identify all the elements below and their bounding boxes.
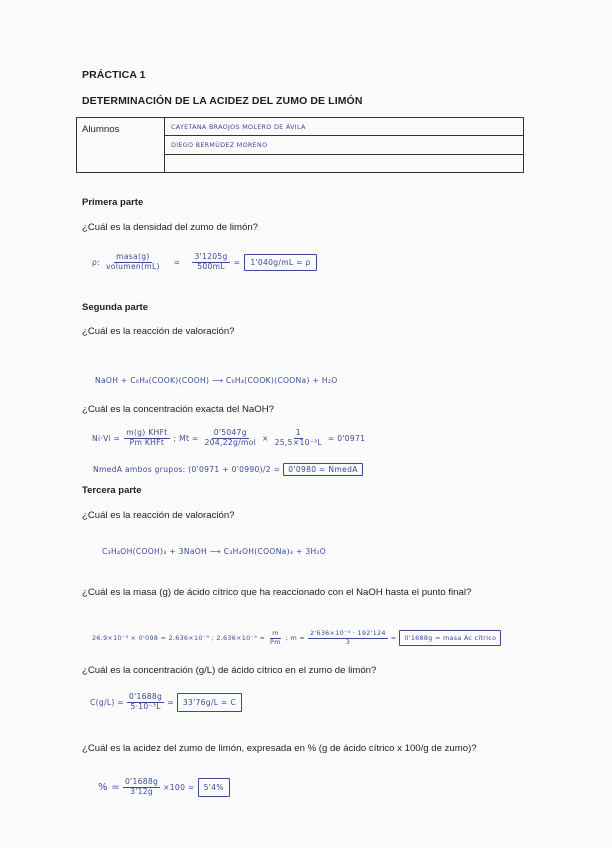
part2-question-2: ¿Cuál es la concentración exacta del NaOH?: [82, 404, 274, 415]
mass-part2: ; m =: [285, 634, 306, 642]
concentration-result: 33'76g/L = C: [177, 693, 242, 712]
naoh-fraction-3: [273, 429, 324, 447]
student-name-2: DIEGO BERMÚDEZ MORENO: [165, 136, 524, 154]
density-frac2-num: 3'1205g: [194, 252, 228, 261]
concentration-frac-num: 0'1688g: [129, 692, 163, 702]
part1-question: ¿Cuál es la densidad del zumo de limón?: [82, 222, 258, 233]
mass-frac2-num: 2'636×10⁻³ · 192'124: [310, 629, 386, 638]
naoh-fraction-1: [124, 429, 169, 447]
naoh-result-1: = 0'0971: [327, 433, 366, 443]
student-name-3: [165, 154, 524, 172]
density-frac1-num: masa(g): [116, 252, 150, 261]
naoh-average-text: NmedA ambos grupos: (0'0971 + 0'0990)/2 =: [93, 465, 281, 474]
density-eq2: =: [233, 257, 241, 267]
part3-question-3: ¿Cuál es la concentración (g/L) de ácido cítrico en el zumo de limón?: [82, 665, 377, 676]
practice-number: PRÁCTICA 1: [82, 69, 146, 81]
mass-fraction-2: [308, 630, 388, 646]
acidity-mul: ×100 =: [163, 783, 195, 792]
part2-heading: Segunda parte: [82, 302, 148, 313]
naoh-frac3-den: 25,5×10⁻³L: [274, 437, 322, 447]
naoh-frac1-den: Pm KHFt: [129, 437, 165, 447]
naoh-frac3-num: 1: [295, 428, 301, 437]
students-label: Alumnos: [77, 118, 165, 173]
part3-question-1: ¿Cuál es la reacción de valoración?: [82, 510, 235, 521]
mass-part1: 26,9×10⁻³ × 0'098 = 2,636×10⁻³ ; 2,636×10⁻³ =: [92, 634, 266, 642]
density-lhs: ρ:: [92, 257, 100, 267]
naoh-answer-1: [92, 429, 365, 447]
student-name-1: CAYETANA BRAOJOS MOLERO DE ÁVILA: [165, 118, 524, 136]
mass-frac2-den: 3: [345, 637, 351, 646]
density-fraction-2: [192, 253, 229, 271]
density-frac1-den: volumen(mL): [105, 261, 160, 271]
concentration-eq: =: [167, 698, 174, 707]
part2-question-1: ¿Cuál es la reacción de valoración?: [82, 326, 235, 337]
naoh-frac1-num: m(g) KHFt: [126, 428, 168, 437]
density-answer: [92, 253, 317, 271]
naoh-frac2-den: 204,22g/mol: [204, 437, 256, 447]
concentration-lhs: C(g/L) =: [90, 698, 125, 707]
naoh-lhs: Ni·Vi =: [92, 433, 121, 443]
naoh-frac2-num: 0'5047g: [213, 428, 247, 437]
mass-frac1-num: m: [272, 629, 279, 638]
naoh-mul: ×: [262, 433, 269, 443]
part3-question-4: ¿Cuál es la acidez del zumo de limón, expresada en % (g de ácido cítrico x 100/g de zumo)?: [82, 743, 477, 754]
density-frac2-den: 500mL: [197, 261, 225, 271]
acidity-fraction: [123, 778, 160, 796]
acidity-lhs: % =: [98, 782, 120, 793]
density-fraction-1: [104, 253, 162, 271]
naoh-fraction-2: [203, 429, 258, 447]
naoh-answer-2: [93, 463, 363, 476]
part3-heading: Tercera parte: [82, 485, 142, 496]
mass-eq: =: [390, 634, 397, 642]
acidity-result: 5'4%: [198, 778, 230, 797]
acidity-frac-num: 0'1688g: [124, 777, 159, 787]
naoh-sep: ; Mt =: [173, 433, 199, 443]
acidity-frac-den: 3'12g: [130, 787, 153, 796]
density-result: 1'040g/mL = ρ: [244, 254, 316, 271]
mass-fraction-1: [268, 630, 283, 646]
part2-reaction: NaOH + C₆H₄(COOK)(COOH) ⟶ C₆H₄(COOK)(COONa) + H₂O: [95, 376, 338, 385]
naoh-average-result: 0'0980 = NmedA: [283, 463, 362, 476]
part3-question-2: ¿Cuál es la masa (g) de ácido cítrico que ha reaccionado con el NaOH hasta el punto final?: [82, 587, 472, 598]
mass-answer: [92, 630, 501, 646]
acidity-answer: [98, 778, 230, 797]
students-table: [76, 117, 524, 173]
document-title: DETERMINACIÓN DE LA ACIDEZ DEL ZUMO DE LIMÓN: [82, 95, 363, 107]
part1-heading: Primera parte: [82, 197, 144, 208]
mass-result: 0'1688g = masa Ac cítrico: [399, 630, 501, 646]
concentration-answer: [90, 693, 242, 712]
mass-frac1-den: Pm: [270, 637, 281, 646]
concentration-frac-den: 5·10⁻³L: [130, 702, 161, 711]
density-eq1: =: [173, 257, 181, 267]
part3-reaction: C₃H₄OH(COOH)₃ + 3NaOH ⟶ C₃H₄OH(COONa)₃ + 3H₂O: [102, 547, 327, 556]
concentration-fraction: [127, 693, 164, 711]
